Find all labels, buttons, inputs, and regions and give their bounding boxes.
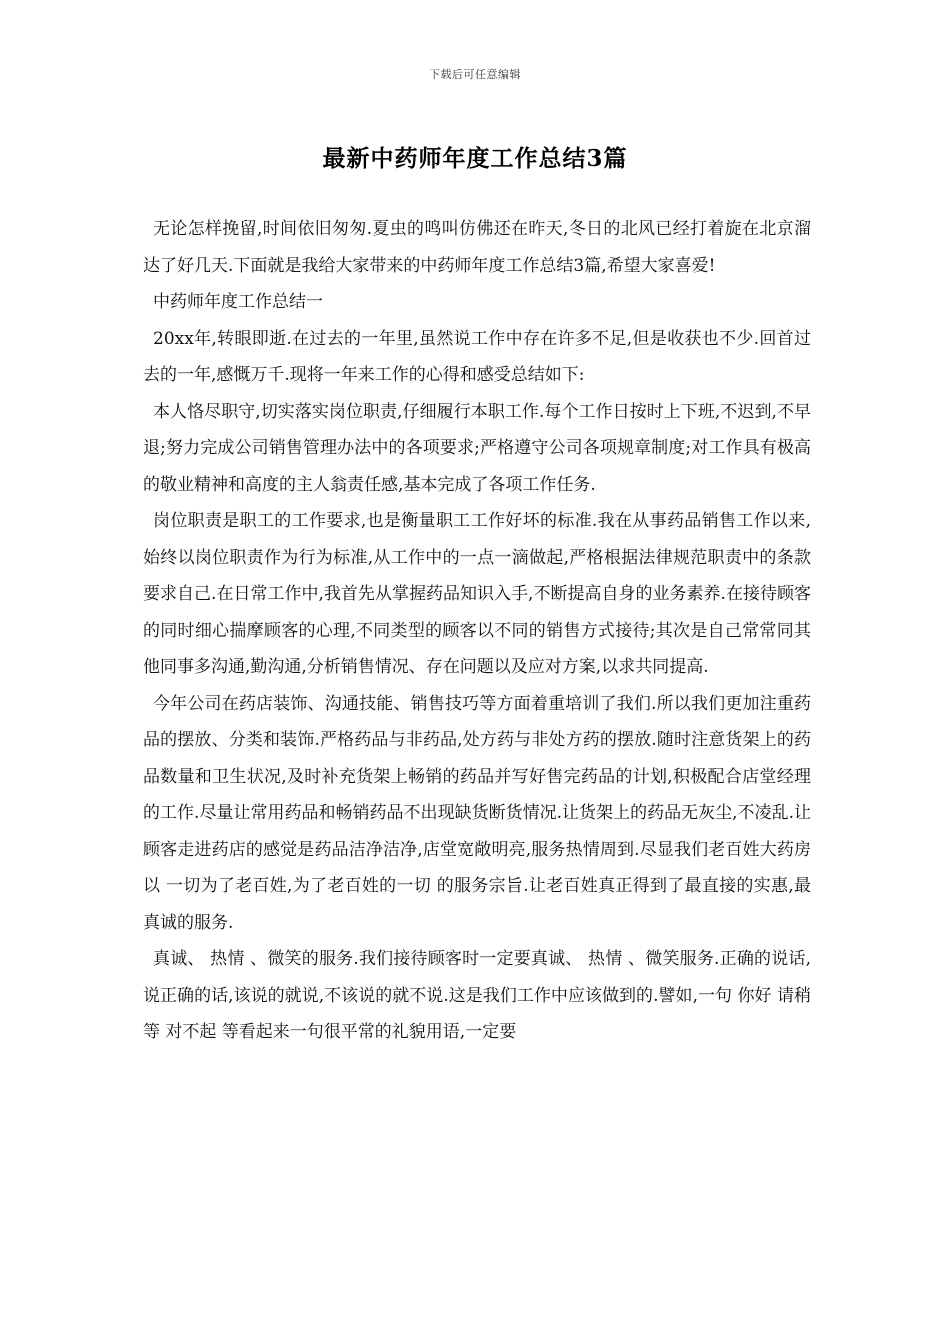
document-body	[143, 211, 811, 1051]
paragraph: 本人恪尽职守,切实落实岗位职责,仔细履行本职工作.每个工作日按时上下班,不迟到,不早退;努力完成公司销售管理办法中的各项要求;严格遵守公司各项规章制度;对工作具有极高的敬业精神和高度的主人翁责任感,基本完成了各项工作任务.	[143, 401, 811, 495]
header-note: 下载后可任意编辑	[429, 68, 521, 81]
paragraph-intro: 无论怎样挽留,时间依旧匆匆.夏虫的鸣叫仿佛还在昨天,冬日的北风已经打着旋在北京溜达了好几天.下面就是我给大家带来的中药师年度工作总结3篇,希望大家喜爱!	[143, 219, 811, 276]
document-title: 最新中药师年度工作总结3篇	[322, 145, 628, 172]
paragraph: 岗位职责是职工的工作要求,也是衡量职工工作好坏的标准.我在从事药品销售工作以来,始终以岗位职责作为行为标准,从工作中的一点一滴做起,严格根据法律规范职责中的条款要求自己.在日常工作中,我首先从掌握药品知识入手,不断提高自身的业务素养.在接待顾客的同时细心揣摩顾客的心理,不同类型的顾客以不同的销售方式接待;其次是自己常常同其他同事多沟通,勤沟通,分析销售情况、存在问题以及应对方案,以求共同提高.	[143, 511, 811, 677]
section-heading: 中药师年度工作总结一	[153, 292, 323, 312]
paragraph: 20xx年,转眼即逝.在过去的一年里,虽然说工作中存在许多不足,但是收获也不少.回首过去的一年,感慨万千.现将一年来工作的心得和感受总结如下:	[143, 328, 811, 385]
paragraph: 真诚、 热情 、微笑的服务.我们接待顾客时一定要真诚、 热情 、微笑服务.正确的说话,说正确的话,该说的就说,不该说的就不说.这是我们工作中应该做到的.譬如,一句 你好 请稍等 对不起 等看起来一句很平常的礼貌用语,一定要	[143, 949, 811, 1042]
paragraph: 今年公司在药店装饰、沟通技能、销售技巧等方面着重培训了我们.所以我们更加注重药品的摆放、分类和装饰.严格药品与非药品,处方药与非处方药的摆放.随时注意货架上的药品数量和卫生状况,及时补充货架上畅销的药品并写好售完药品的计划,积极配合店堂经理的工作.尽量让常用药品和畅销药品不出现缺货断货情况.让货架上的药品无灰尘,不凌乱.让顾客走进药店的感觉是药品洁净洁净,店堂宽敞明亮,服务热情周到.尽显我们老百姓大药房以 一切为了老百姓,为了老百姓的一切 的服务宗旨.让老百姓真正得到了最直接的实惠,最真诚的服务.	[143, 693, 811, 933]
